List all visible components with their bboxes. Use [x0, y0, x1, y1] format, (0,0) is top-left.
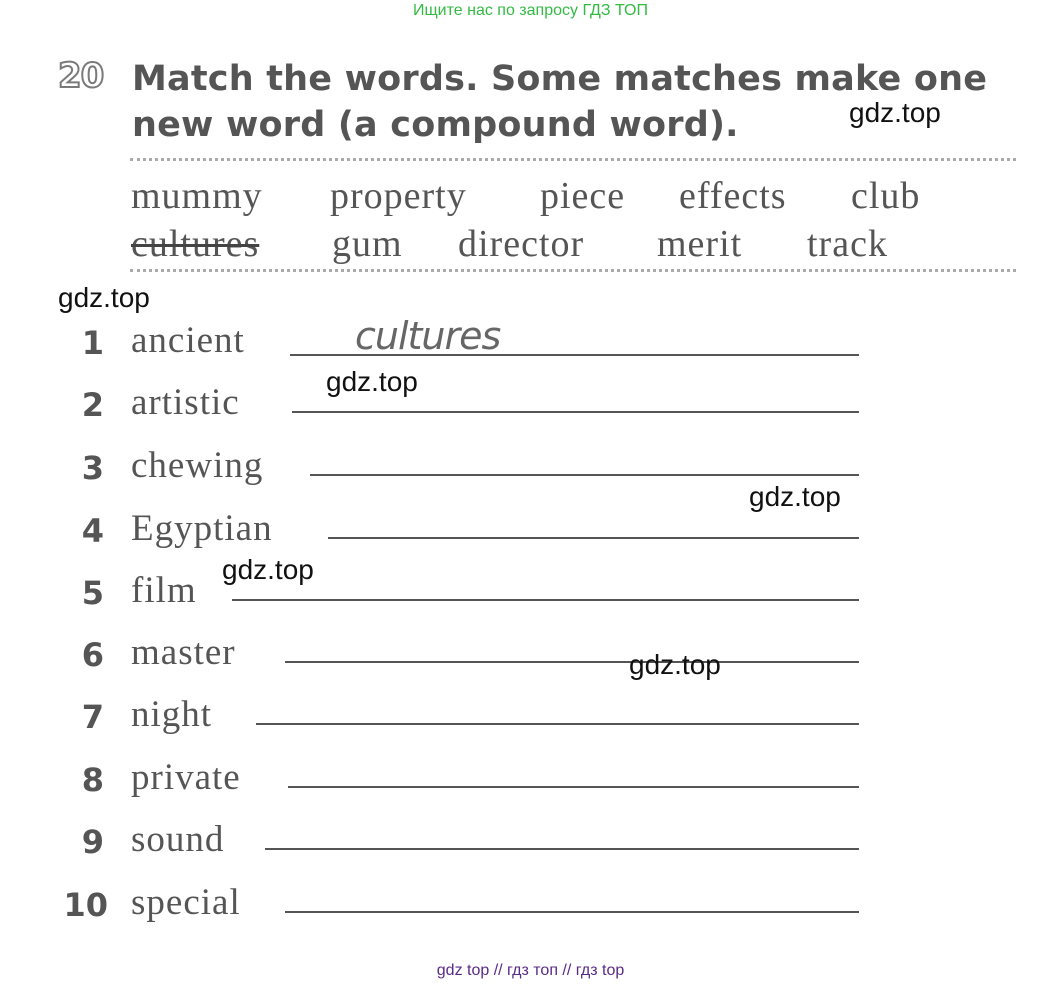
word-bank-item: track	[807, 223, 888, 265]
answer-line[interactable]	[256, 723, 859, 725]
footer-links[interactable]: gdz top // гдз топ // гдз top	[436, 962, 625, 979]
word-bank-item: merit	[657, 223, 743, 265]
answer-line[interactable]	[265, 848, 859, 850]
word-bank-item-crossed: cultures	[131, 223, 260, 265]
item-number: 2	[81, 386, 104, 424]
answer-line[interactable]	[232, 599, 859, 601]
item-word: master	[131, 632, 236, 673]
answer-line[interactable]	[328, 537, 859, 539]
answer-line[interactable]	[288, 786, 859, 788]
answer-line[interactable]	[310, 474, 859, 476]
answer-line[interactable]	[285, 661, 859, 663]
watermark: gdz.top	[326, 366, 418, 397]
item-word: ancient	[131, 320, 245, 361]
word-bank-top-divider	[130, 158, 1016, 161]
instruction-line-2: new word (a compound word).	[132, 105, 739, 145]
item-word: film	[131, 570, 197, 611]
item-word: Egyptian	[131, 508, 273, 549]
watermark: gdz.top	[629, 649, 721, 680]
handwritten-answer: cultures	[355, 314, 501, 358]
item-word: sound	[131, 819, 225, 860]
item-number: 1	[81, 324, 104, 362]
item-number: 9	[81, 823, 104, 861]
word-bank-item: director	[458, 223, 585, 265]
word-bank-item: effects	[679, 175, 787, 217]
item-number: 8	[81, 761, 104, 799]
item-number: 6	[81, 636, 104, 674]
watermark: gdz.top	[849, 97, 941, 128]
answer-line[interactable]	[292, 411, 859, 413]
answer-line[interactable]	[285, 911, 859, 913]
item-number: 3	[81, 449, 104, 487]
item-word: chewing	[131, 445, 264, 486]
item-number: 5	[81, 574, 104, 612]
word-bank-item: piece	[540, 175, 626, 217]
word-bank-item: gum	[332, 223, 403, 265]
search-banner: Ищите нас по запросу ГДЗ ТОП	[413, 2, 648, 19]
item-number: 10	[63, 886, 108, 924]
watermark: gdz.top	[749, 481, 841, 512]
word-bank-item: property	[330, 175, 467, 217]
item-word: night	[131, 694, 213, 735]
item-number: 4	[81, 512, 104, 550]
item-word: special	[131, 882, 241, 923]
item-number: 7	[81, 698, 104, 736]
word-bank-item: mummy	[131, 175, 263, 217]
exercise-number: 20	[58, 56, 104, 96]
word-bank-item: club	[851, 175, 921, 217]
watermark: gdz.top	[58, 282, 150, 313]
item-word: private	[131, 757, 241, 798]
instruction-line-1: Match the words. Some matches make one	[132, 59, 988, 99]
word-bank-bottom-divider	[130, 269, 1016, 272]
watermark: gdz.top	[222, 554, 314, 585]
item-word: artistic	[131, 382, 240, 423]
